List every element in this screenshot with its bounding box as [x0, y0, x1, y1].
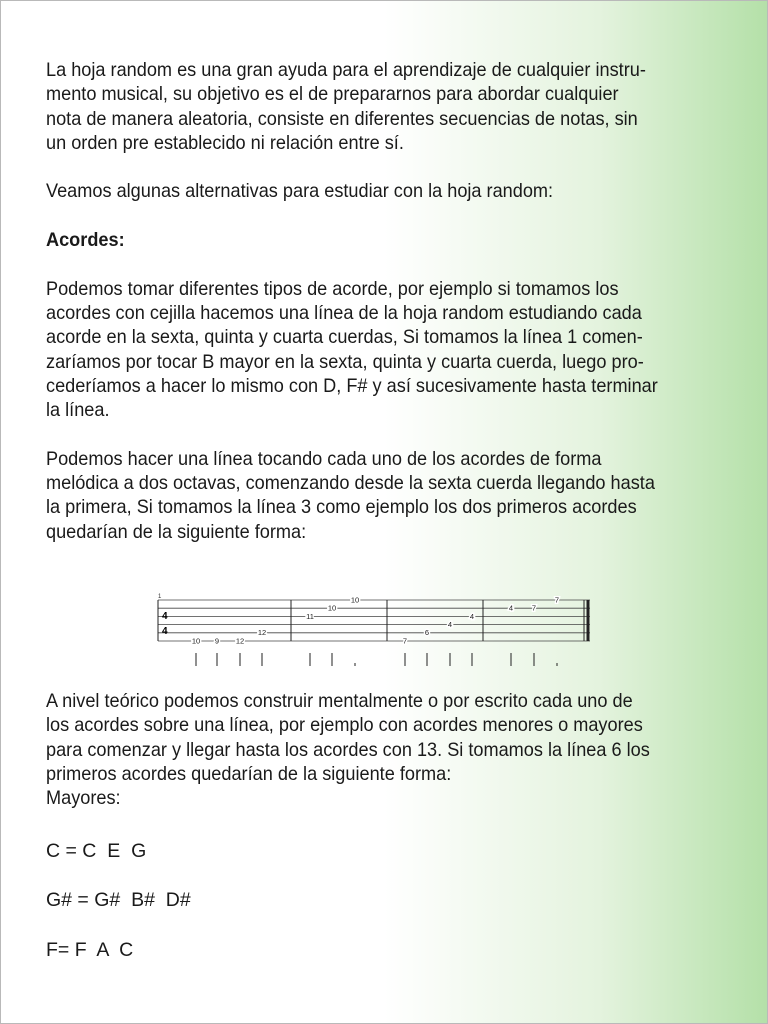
chord-c [46, 839, 146, 863]
tab-note: 12 [235, 636, 245, 646]
tab-rhythm-stems [196, 653, 557, 666]
chord-gsharp [46, 888, 191, 912]
document-lower [46, 689, 697, 810]
paragraph-melodica: Podemos hacer una línea tocando cada uno de los acordes de forma melódica a dos octavas, comenzando desde la sexta cuerda llegando hasta la primera, Si tomamos la línea 3 como ejemplo los dos primeros acordes quedarían de la siguiente forma: [46, 447, 655, 543]
paragraph-intro: La hoja random es una gran ayuda para el aprendizaje de cualquier instru- mento musical, su objetivo es el de prepararnos para abordar cualquier nota de manera aleatoria, consiste en diferentes secuencias de notas, sin un orden pre establecido ni relación entre sí. [46, 59, 646, 154]
chord-c-text: C = C E G [46, 840, 147, 862]
guitar-tab-figure [154, 590, 594, 670]
heading-acordes: Acordes: [46, 229, 125, 252]
tab-note: 11 [306, 611, 314, 621]
tab-time-signature-top: 4 [162, 611, 168, 622]
label-mayores: Mayores: [46, 787, 121, 810]
tab-note: 7 [531, 603, 537, 613]
tab-note: 10 [191, 636, 201, 646]
tab-note: 4 [447, 620, 453, 629]
tab-staff-lines [158, 600, 590, 641]
document-body [46, 58, 688, 544]
chord-gsharp-text: G# = G# B# D# [46, 889, 191, 911]
tab-note: 4 [508, 603, 514, 613]
tab-note: 9 [214, 636, 220, 646]
paragraph-alternatives: Veamos algunas alternativas para estudiar con la hoja random: [46, 180, 554, 203]
tab-measure-number: 1 [158, 594, 162, 600]
tab-time-signature-bottom: 4 [162, 626, 168, 637]
paragraph-cejilla: Podemos tomar diferentes tipos de acorde, por ejemplo si tomamos los acordes con cejilla hacemos una línea de la hoja random estudiando cada acorde en la sexta, quinta y cuarta cuerdas, Si tomamos la línea 1 comen- zaríamos por tocar B mayor en la sexta, quinta y cuarta cuerda, luego pro- cederíamos a hacer lo mismo con D, F# y así sucesivamente hasta terminar la línea. [46, 277, 658, 422]
tab-note: 10 [327, 603, 337, 613]
tab-note: 12 [257, 628, 267, 638]
guitar-tab-svg [154, 590, 594, 670]
paragraph-teorico: A nivel teórico podemos construir mentalmente o por escrito cada uno de los acordes sobre una línea, por ejemplo con acordes menores o mayores para comenzar y llegar hasta los acordes con 13. Si tomamos la línea 6 los primeros acordes quedarían de la siguiente forma: [46, 690, 650, 785]
tab-note: 7 [402, 636, 408, 646]
tab-barlines [158, 600, 588, 641]
tab-note: 7 [554, 595, 560, 605]
tab-note: 10 [350, 595, 360, 605]
chord-f [46, 938, 133, 962]
tab-notes [192, 595, 559, 645]
tab-note: 6 [424, 628, 430, 638]
chord-f-text: F= F A C [46, 939, 134, 961]
tab-note: 4 [469, 611, 475, 621]
